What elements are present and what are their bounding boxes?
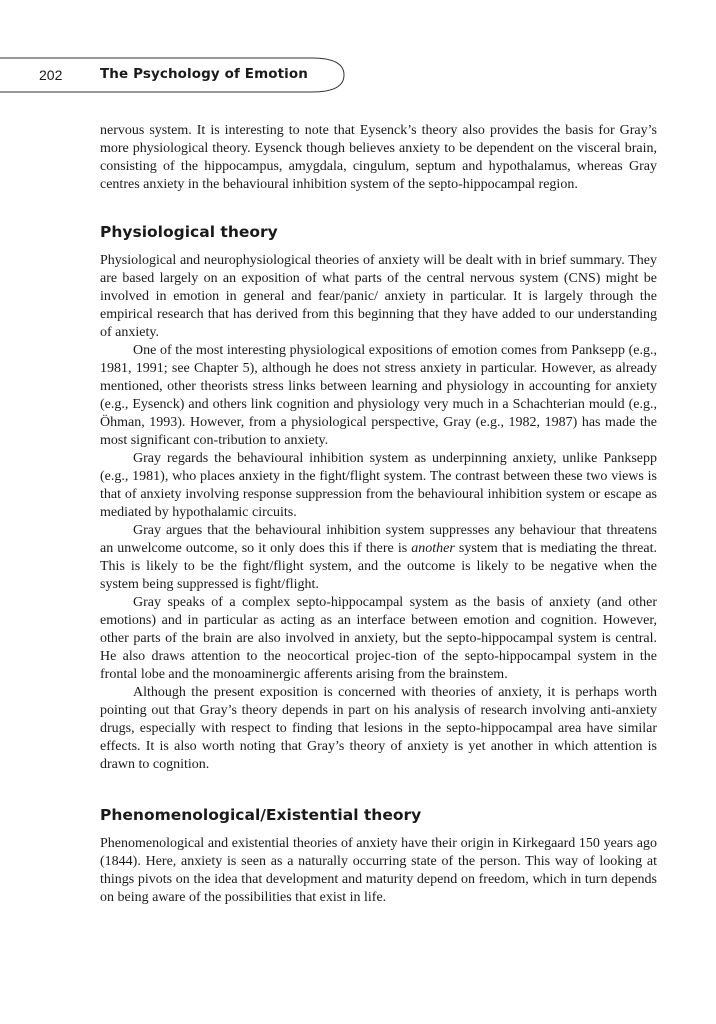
section-heading-physiological: Physiological theory xyxy=(100,223,278,241)
physiological-paragraph-5: Gray speaks of a complex septo-hippocampal system as the basis of anxiety (and other emotions) and in particular as acting as an interface between emotion and cognition. However, other parts of the brain are also involved in anxiety, but the septo-hippocampal system is central. He also draws attention to the neocortical projec-tion of the septo-hippocampal system in the frontal lobe and the monoaminergic afferents arising from the brainstem. xyxy=(100,595,657,682)
book-title: The Psychology of Emotion xyxy=(100,66,308,82)
physiological-paragraph-3: Gray regards the behavioural inhibition system as underpinning anxiety, unlike Panksepp (e.g., 1981), who places anxiety in the fight/flight system. The contrast between these two views is that of anxiety involving response suppression from the behavioural inhibition system or escape as mediated by hypothalamic circuits. xyxy=(100,451,657,520)
page-body xyxy=(100,122,657,907)
physiological-paragraph-1: Physiological and neurophysiological theories of anxiety will be dealt with in brief summary. They are based largely on an exposition of what parts of the central nervous system (CNS) might be involved in emotion in general and fear/panic/ anxiety in particular. It is largely through the empirical research that has derived from this beginning that they have added to our understanding of anxiety. xyxy=(100,253,657,340)
p4-emphasis: another xyxy=(411,541,455,556)
running-head xyxy=(0,55,716,95)
physiological-paragraph-2: One of the most interesting physiological expositions of emotion comes from Panksepp (e.g., 1981, 1991; see Chapter 5), although he does not stress anxiety in particular. However, as already mentioned, other theorists stress links between learning and physiology in accounting for anxiety (e.g., Eysenck) and others link cognition and physiology very much in a Schachterian mould (e.g., Öhman, 1993). However, from a physiological perspective, Gray (e.g., 1982, 1987) has made the most significant con-tribution to anxiety. xyxy=(100,343,657,448)
physiological-paragraph-6: Although the present exposition is concerned with theories of anxiety, it is perhaps worth pointing out that Gray’s theory depends in part on his analysis of research involving anti-anxiety drugs, especially with respect to finding that lesions in the septo-hippocampal area have similar effects. It is also worth noting that Gray’s theory of anxiety is yet another in which attention is drawn to cognition. xyxy=(100,685,657,772)
section-heading-phenomenological: Phenomenological/Existential theory xyxy=(100,806,422,824)
p4-text-before: Gray argues that the behavioural inhibition system suppresses any behaviour that threatens an unwelcome outcome, so it only does this if there is xyxy=(100,523,657,556)
p4-text-after: system that is mediating the threat. This is likely to be the fight/flight system, and the outcome is likely to be negative when the system being suppressed is fight/flight. xyxy=(100,541,657,592)
physiological-paragraph-4 xyxy=(100,522,657,594)
intro-paragraph: nervous system. It is interesting to note that Eysenck’s theory also provides the basis for Gray’s more physiological theory. Eysenck though believes anxiety to be dependent on the visceral brain, consisting of the hippocampus, amygdala, cingulum, septum and hypothalamus, whereas Gray centres anxiety in the behavioural inhibition system of the septo-hippocampal region. xyxy=(100,123,657,192)
page-number: 202 xyxy=(39,67,63,83)
phenomenological-paragraph-1: Phenomenological and existential theories of anxiety have their origin in Kirkegaard 150 years ago (1844). Here, anxiety is seen as a naturally occurring state of the person. This way of looking at things pivots on the idea that development and maturity depend on freedom, which in turn depends on being aware of the possibilities that exist in life. xyxy=(100,836,657,905)
